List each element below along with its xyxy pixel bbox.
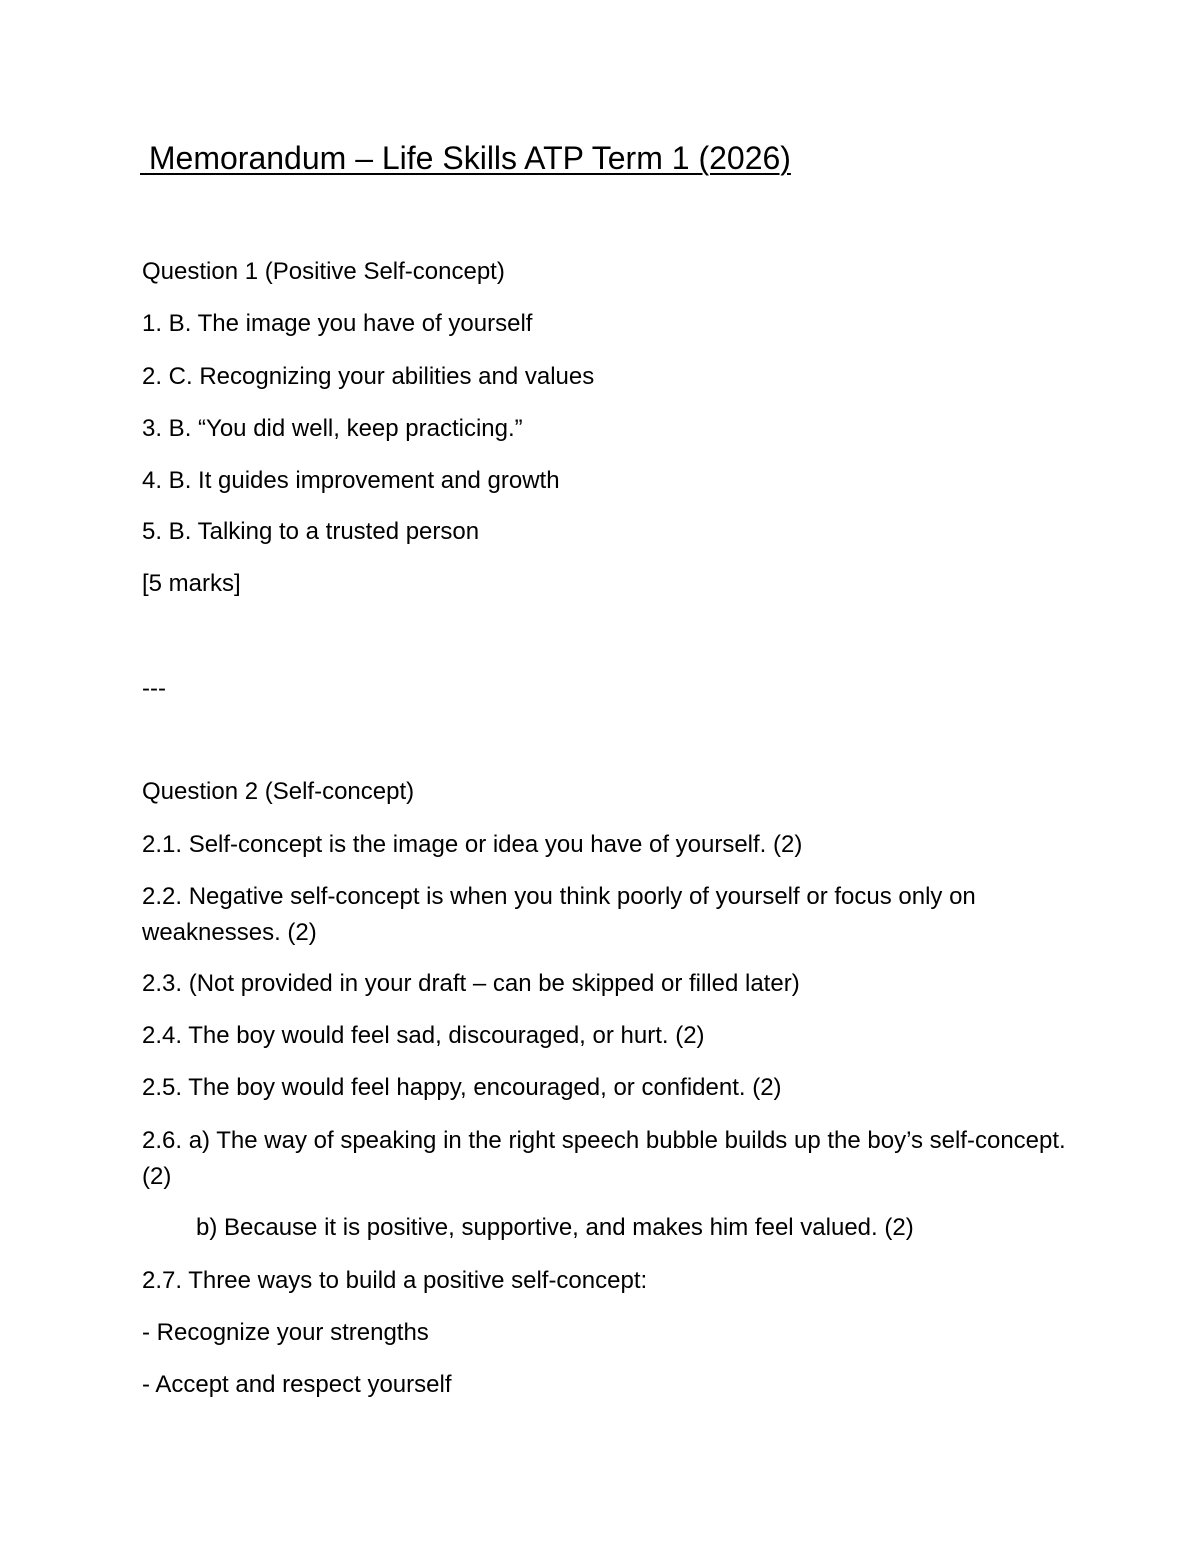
q1-answer-3: 3. B. “You did well, keep practicing.” [142,415,523,442]
q2-answer-2-6a: 2.6. a) The way of speaking in the right speech bubble builds up the boy’s self-concept. (2) [142,1127,1066,1190]
section-separator: --- [142,675,166,702]
q2-answer-2-6b: b) Because it is positive, supportive, and makes him feel valued. (2) [196,1214,914,1241]
q1-heading: Question 1 (Positive Self-concept) [142,258,505,285]
q1-answer-2: 2. C. Recognizing your abilities and values [142,363,595,390]
q2-answer-2-4: 2.4. The boy would feel sad, discouraged, or hurt. (2) [142,1022,705,1049]
q2-answer-2-7: 2.7. Three ways to build a positive self-concept: [142,1267,648,1294]
q2-answer-2-5: 2.5. The boy would feel happy, encouraged, or confident. (2) [142,1074,782,1101]
q2-bullet-2: - Accept and respect yourself [142,1371,452,1398]
q2-answer-2-2: 2.2. Negative self-concept is when you think poorly of yourself or focus only on weaknesses. (2) [142,883,976,946]
q1-marks: [5 marks] [142,570,241,597]
q2-answer-2-1: 2.1. Self-concept is the image or idea you have of yourself. (2) [142,831,803,858]
q1-answer-5: 5. B. Talking to a trusted person [142,518,480,545]
q2-answer-2-3: 2.3. (Not provided in your draft – can be skipped or filled later) [142,970,800,997]
q2-heading: Question 2 (Self-concept) [142,778,415,805]
q1-answer-1: 1. B. The image you have of yourself [142,310,533,337]
document-title: Memorandum – Life Skills ATP Term 1 (2026) [140,140,791,176]
q1-answer-4: 4. B. It guides improvement and growth [142,467,560,494]
q2-bullet-1: - Recognize your strengths [142,1319,429,1346]
